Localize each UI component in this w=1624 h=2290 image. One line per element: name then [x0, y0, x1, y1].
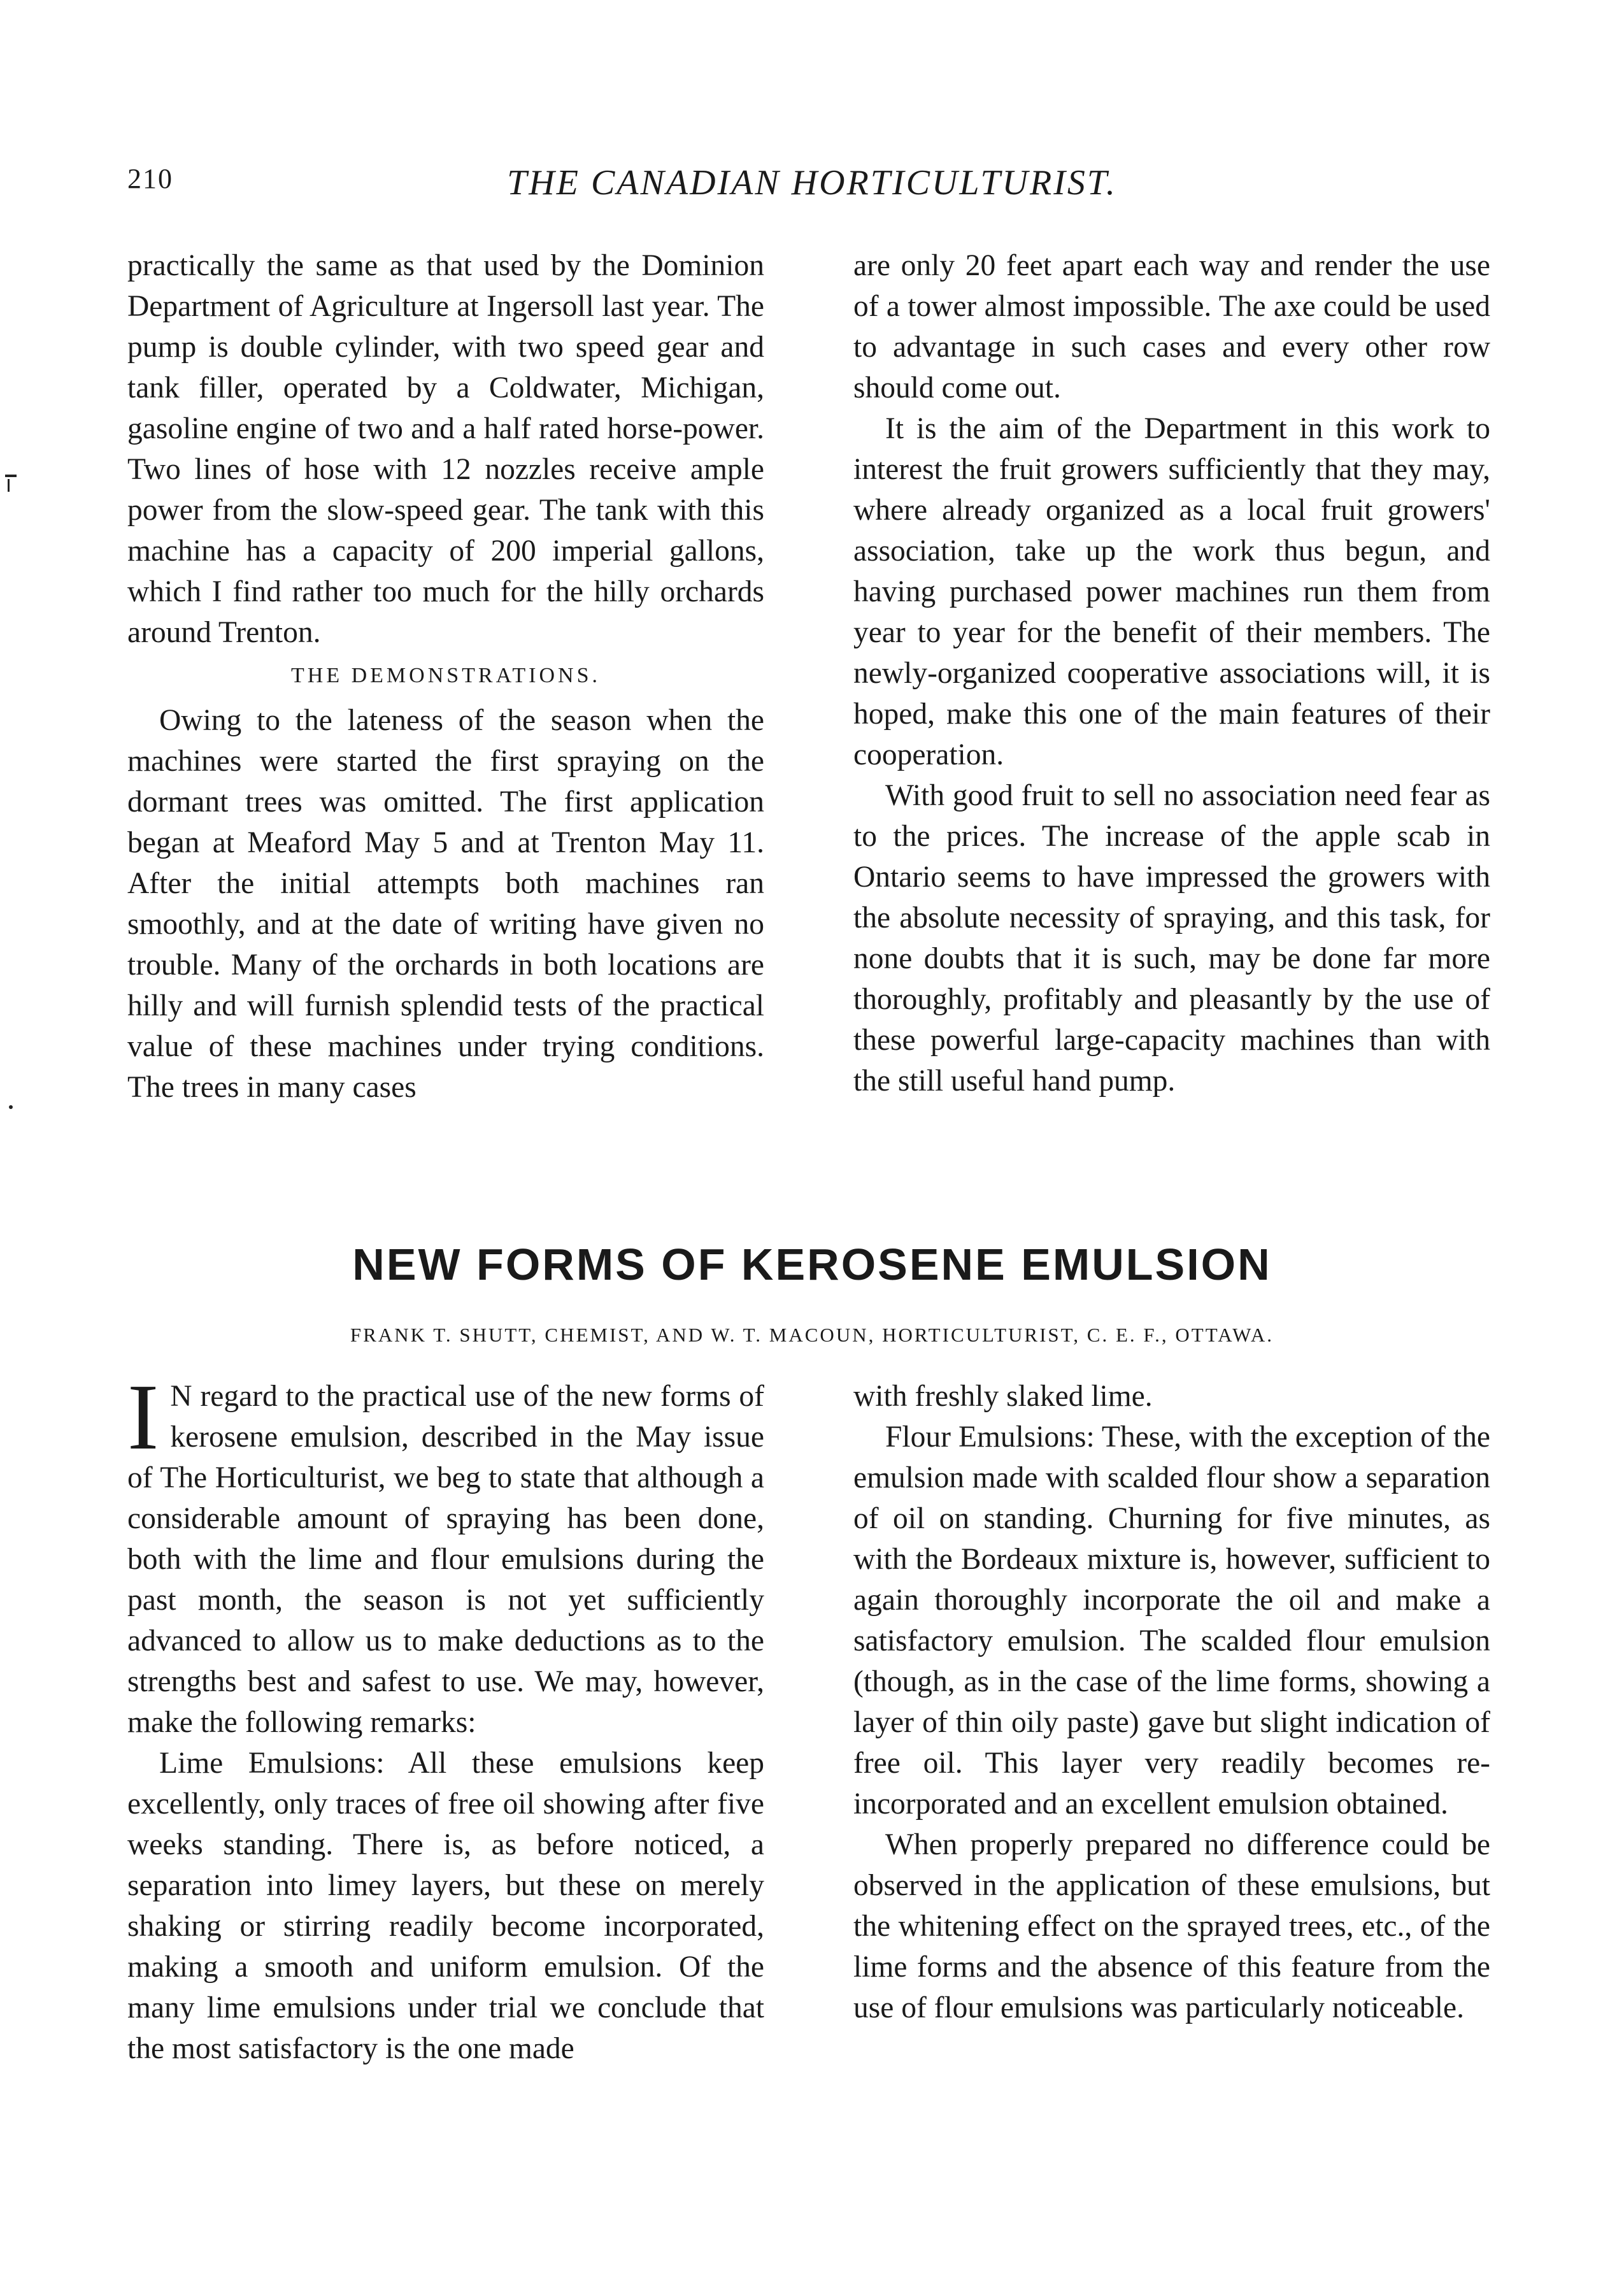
scan-mark	[8, 479, 10, 492]
scan-mark	[5, 475, 17, 477]
paragraph: Flour Emulsions: These, with the exception of the emulsion made with scalded flour show a separation of oil on standing. Churning for five minutes, as with the Bordeaux mixture is, however, sufficient to again thoroughly incorporate the oil and make a satisfactory emulsion. The scalded flour emulsion (though, as in the case of the lime forms, showing a layer of thin oily paste) gave but slight indication of free oil. This layer very readily becomes re-incorporated and an excellent emulsion obtained.	[853, 1421, 1490, 1821]
paragraph: With good fruit to sell no association need fear as to the prices. The increase of the apple scab in Ontario seems to have impressed the growers with the absolute necessity of spraying, and this task, for none doubts that it is such, may be done far more thoroughly, profitably and pleasantly by the use of these powerful large-capacity machines than with the still useful hand pump.	[853, 779, 1490, 1098]
paragraph: practically the same as that used by the Dominion Department of Agriculture at Ingersoll last year. The pump is double cylinder, with two speed gear and tank filler, operated by a Coldwater, Michigan, gasoline engine of two and a half rated horse-power. Two lines of hose with 12 nozzles receive ample power from the slow-speed gear. The tank with this machine has a capacity of 200 imperial gallons, which I find rather too much for the hilly orchards around Trenton.	[127, 249, 764, 649]
article-byline: FRANK T. SHUTT, CHEMIST, AND W. T. MACOUN, HORTICULTURIST, C. E. F., OTTAWA.	[350, 1324, 1274, 1346]
scan-mark	[9, 1105, 13, 1109]
paragraph: with freshly slaked lime.	[853, 1380, 1153, 1413]
paragraph: N regard to the practical use of the new forms of kerosene emulsion, described in the May issue of The Horticulturist, we beg to state that although a considerable amount of spraying has been done, both with the lime and flour emulsions during the past month, the season is not yet sufficiently advanced to allow us to make deductions as to the strengths best and safest to use. We may, however, make the following remarks:	[127, 1380, 764, 1739]
column-right-top	[853, 245, 1490, 1101]
page-number: 210	[127, 163, 173, 194]
column-left-top	[127, 245, 764, 1108]
column-left-bottom	[127, 1365, 764, 2069]
paragraph: It is the aim of the Department in this work to interest the fruit growers sufficiently that they may, where already organized as a local fruit growers' association, take up the work thus begun, and having purchased power machines run them from year to year for the benefit of their members. The newly-organized cooperative associations will, it is hoped, make this one of the main features of their cooperation.	[853, 412, 1490, 771]
article-title: NEW FORMS OF KEROSENE EMULSION	[352, 1240, 1272, 1289]
running-title: THE CANADIAN HORTICULTURIST.	[507, 163, 1117, 203]
column-right-bottom	[853, 1376, 1490, 2028]
paragraph: When properly prepared no difference could be observed in the application of these emulsions, but the whitening effect on the sprayed trees, etc., of the lime forms and the absence of this feature from the use of flour emulsions was particularly noticeable.	[853, 1828, 1490, 2024]
paragraph: Owing to the lateness of the season when the machines were started the first spraying on the dormant trees was omitted. The first application began at Meaford May 5 and at Trenton May 11. After the initial attempts both machines ran smoothly, and at the date of writing have given no trouble. Many of the orchards in both locations are hilly and will furnish splendid tests of the practical value of these machines under trying conditions. The trees in many cases	[127, 704, 764, 1104]
drop-cap: I	[127, 1365, 159, 1470]
paragraph: are only 20 feet apart each way and render the use of a tower almost impossible. The axe could be used to advantage in such cases and every other row should come out.	[853, 249, 1490, 404]
page-header	[127, 162, 1497, 213]
paragraph: Lime Emulsions: All these emulsions keep excellently, only traces of free oil showing after five weeks standing. There is, as before noticed, a separation into limey layers, but these on merely shaking or stirring readily become incorporated, making a smooth and uniform emulsion. Of the many lime emulsions under trial we conclude that the most satisfactory is the one made	[127, 1747, 764, 2065]
section-subheading: THE DEMONSTRATIONS.	[291, 664, 601, 687]
